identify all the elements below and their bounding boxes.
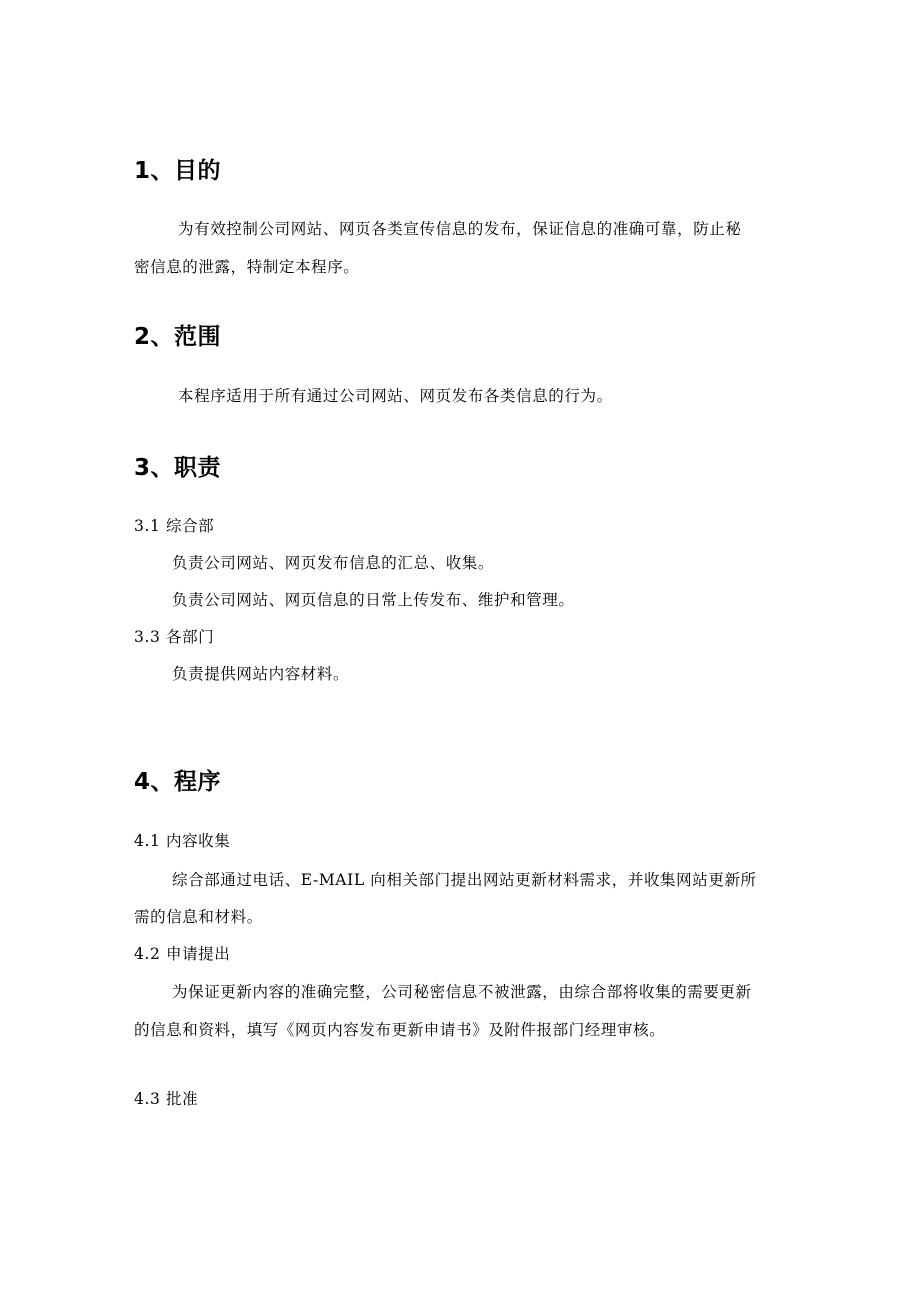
list-item: 负责公司网站、网页信息的日常上传发布、维护和管理。 [172,591,575,609]
paragraph-line: 的信息和资料，填写《网页内容发布更新申请书》及附件报部门经理审核。 [134,1021,666,1039]
paragraph-line: 综合部通过电话、E-MAIL 向相关部门提出网站更新材料需求，并收集网站更新所 [172,871,757,889]
list-item: 负责公司网站、网页发布信息的汇总、收集。 [172,554,495,572]
paragraph-line: 本程序适用于所有通过公司网站、网页发布各类信息的行为。 [178,387,613,405]
subsection-title: 4.2 申请提出 [134,945,231,963]
section-heading-purpose: 1、目的 [134,158,222,184]
subsection-title: 4.1 内容收集 [134,832,231,850]
paragraph-line: 需的信息和材料。 [134,908,263,926]
section-heading-scope: 2、范围 [134,324,222,350]
subsection-title: 3.1 综合部 [134,517,215,535]
section-heading-procedure: 4、程序 [134,769,222,795]
paragraph-line: 为保证更新内容的准确完整，公司秘密信息不被泄露，由综合部将收集的需要更新 [172,983,752,1001]
subsection-title: 3.3 各部门 [134,628,215,646]
paragraph-line: 密信息的泄露，特制定本程序。 [134,258,360,276]
section-heading-responsibilities: 3、职责 [134,455,222,481]
subsection-title: 4.3 批准 [134,1090,199,1108]
paragraph-line: 为有效控制公司网站、网页各类宣传信息的发布，保证信息的准确可靠，防止秘 [178,220,742,238]
list-item: 负责提供网站内容材料。 [172,665,350,683]
